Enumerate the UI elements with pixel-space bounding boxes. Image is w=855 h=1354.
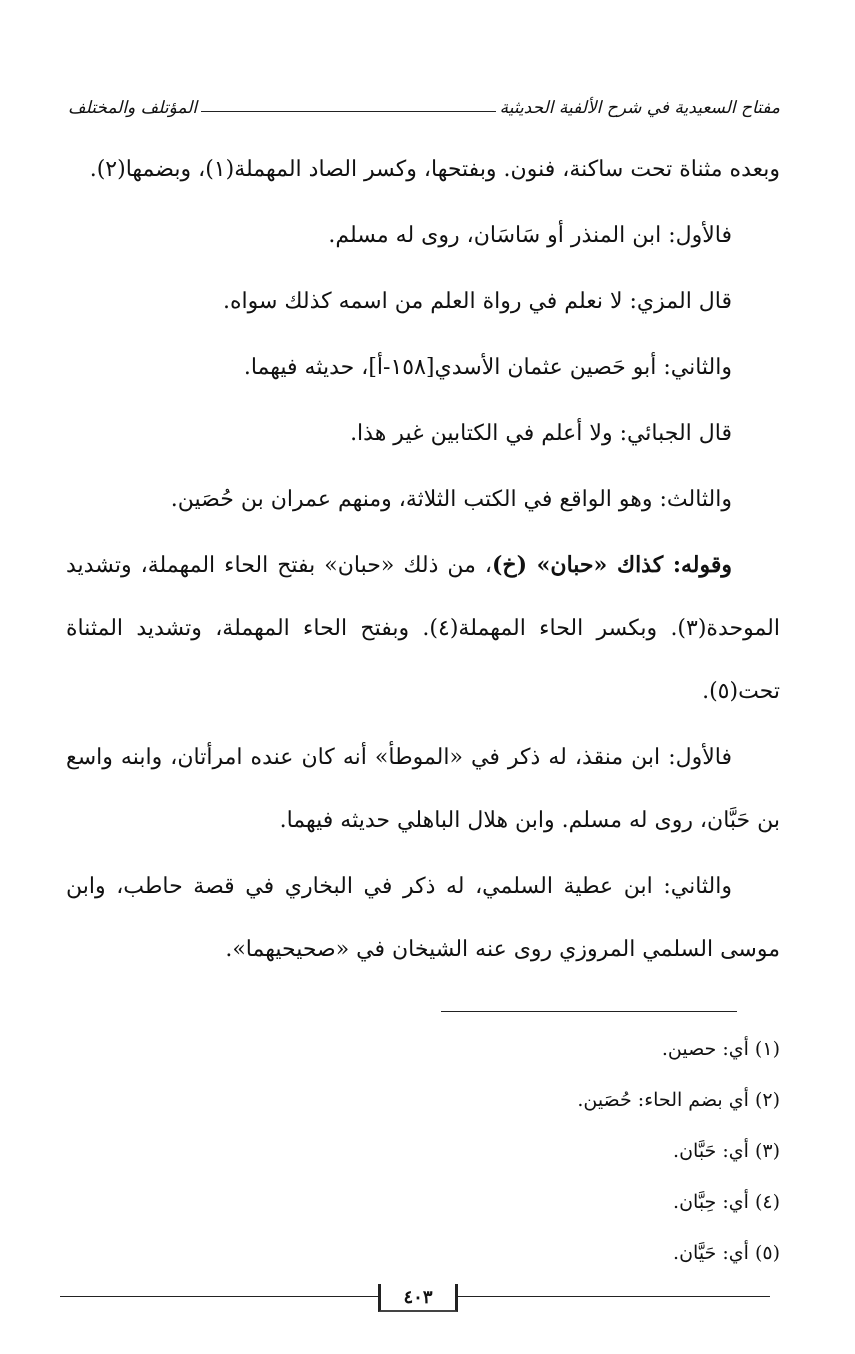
footnote: (٤) أي: حِبَّان.	[673, 1191, 780, 1213]
footnote: (٣) أي: حَبَّان.	[673, 1140, 780, 1162]
paragraph: فالأول: ابن منقذ، له ذكر في «الموطأ» أنه كان عنده امرأتان، وابنه واسع بن حَبَّان، روى له مسلم. وابن هلال الباهلي حديثه فيهما.	[66, 745, 780, 833]
paragraph	[66, 534, 780, 723]
footnote: (١) أي: حصين.	[661, 1038, 780, 1060]
footnote: (٢) أي بضم الحاء: حُصَين.	[577, 1089, 780, 1111]
page-number: ٤٠٣	[378, 1284, 458, 1312]
section-title: المؤتلف والمختلف	[68, 98, 198, 118]
paragraph: فالأول: ابن المنذر أو سَاسَان، روى له مسلم.	[328, 223, 732, 248]
paragraph: قال الجبائي: ولا أعلم في الكتابين غير هذا.	[350, 421, 732, 446]
page-footer	[60, 1284, 770, 1320]
paragraph: قال المزي: لا نعلم في رواة العلم من اسمه كذلك سواه.	[222, 289, 732, 314]
quoted-verse: وقوله: كذاك «حبان» (خ)	[492, 552, 732, 578]
footnote: (٥) أي: حَيَّان.	[673, 1242, 780, 1264]
paragraph: وبعده مثناة تحت ساكنة، فنون. وبفتحها، وكسر الصاد المهملة(١)، وبضمها(٢).	[89, 157, 780, 182]
main-text	[66, 138, 780, 984]
running-header	[68, 84, 780, 118]
commentary: ، من ذلك «حبان» بفتح الحاء المهملة، وتشديد الموحدة(٣). وبكسر الحاء المهملة(٤). وبفتح الحاء المهملة، وتشديد المثناة تحت(٥).	[66, 553, 780, 704]
footer-rule	[60, 1296, 378, 1297]
paragraph: والثاني: ابن عطية السلمي، له ذكر في البخاري في قصة حاطب، وابن موسى السلمي المروزي روى عنه الشيخان في «صحيحيهما».	[66, 874, 780, 962]
paragraph: والثاني: أبو حَصين عثمان الأسدي[١٥٨-أ]، حديثه فيهما.	[243, 355, 732, 380]
footer-rule	[458, 1296, 770, 1297]
footnote-separator	[441, 1011, 737, 1012]
footnotes	[66, 1024, 780, 1279]
paragraph: والثالث: وهو الواقع في الكتب الثلاثة، ومنهم عمران بن حُصَين.	[170, 487, 732, 512]
book-title: مفتاح السعيدية في شرح الألفية الحديثية	[499, 98, 780, 118]
header-rule	[201, 111, 495, 112]
